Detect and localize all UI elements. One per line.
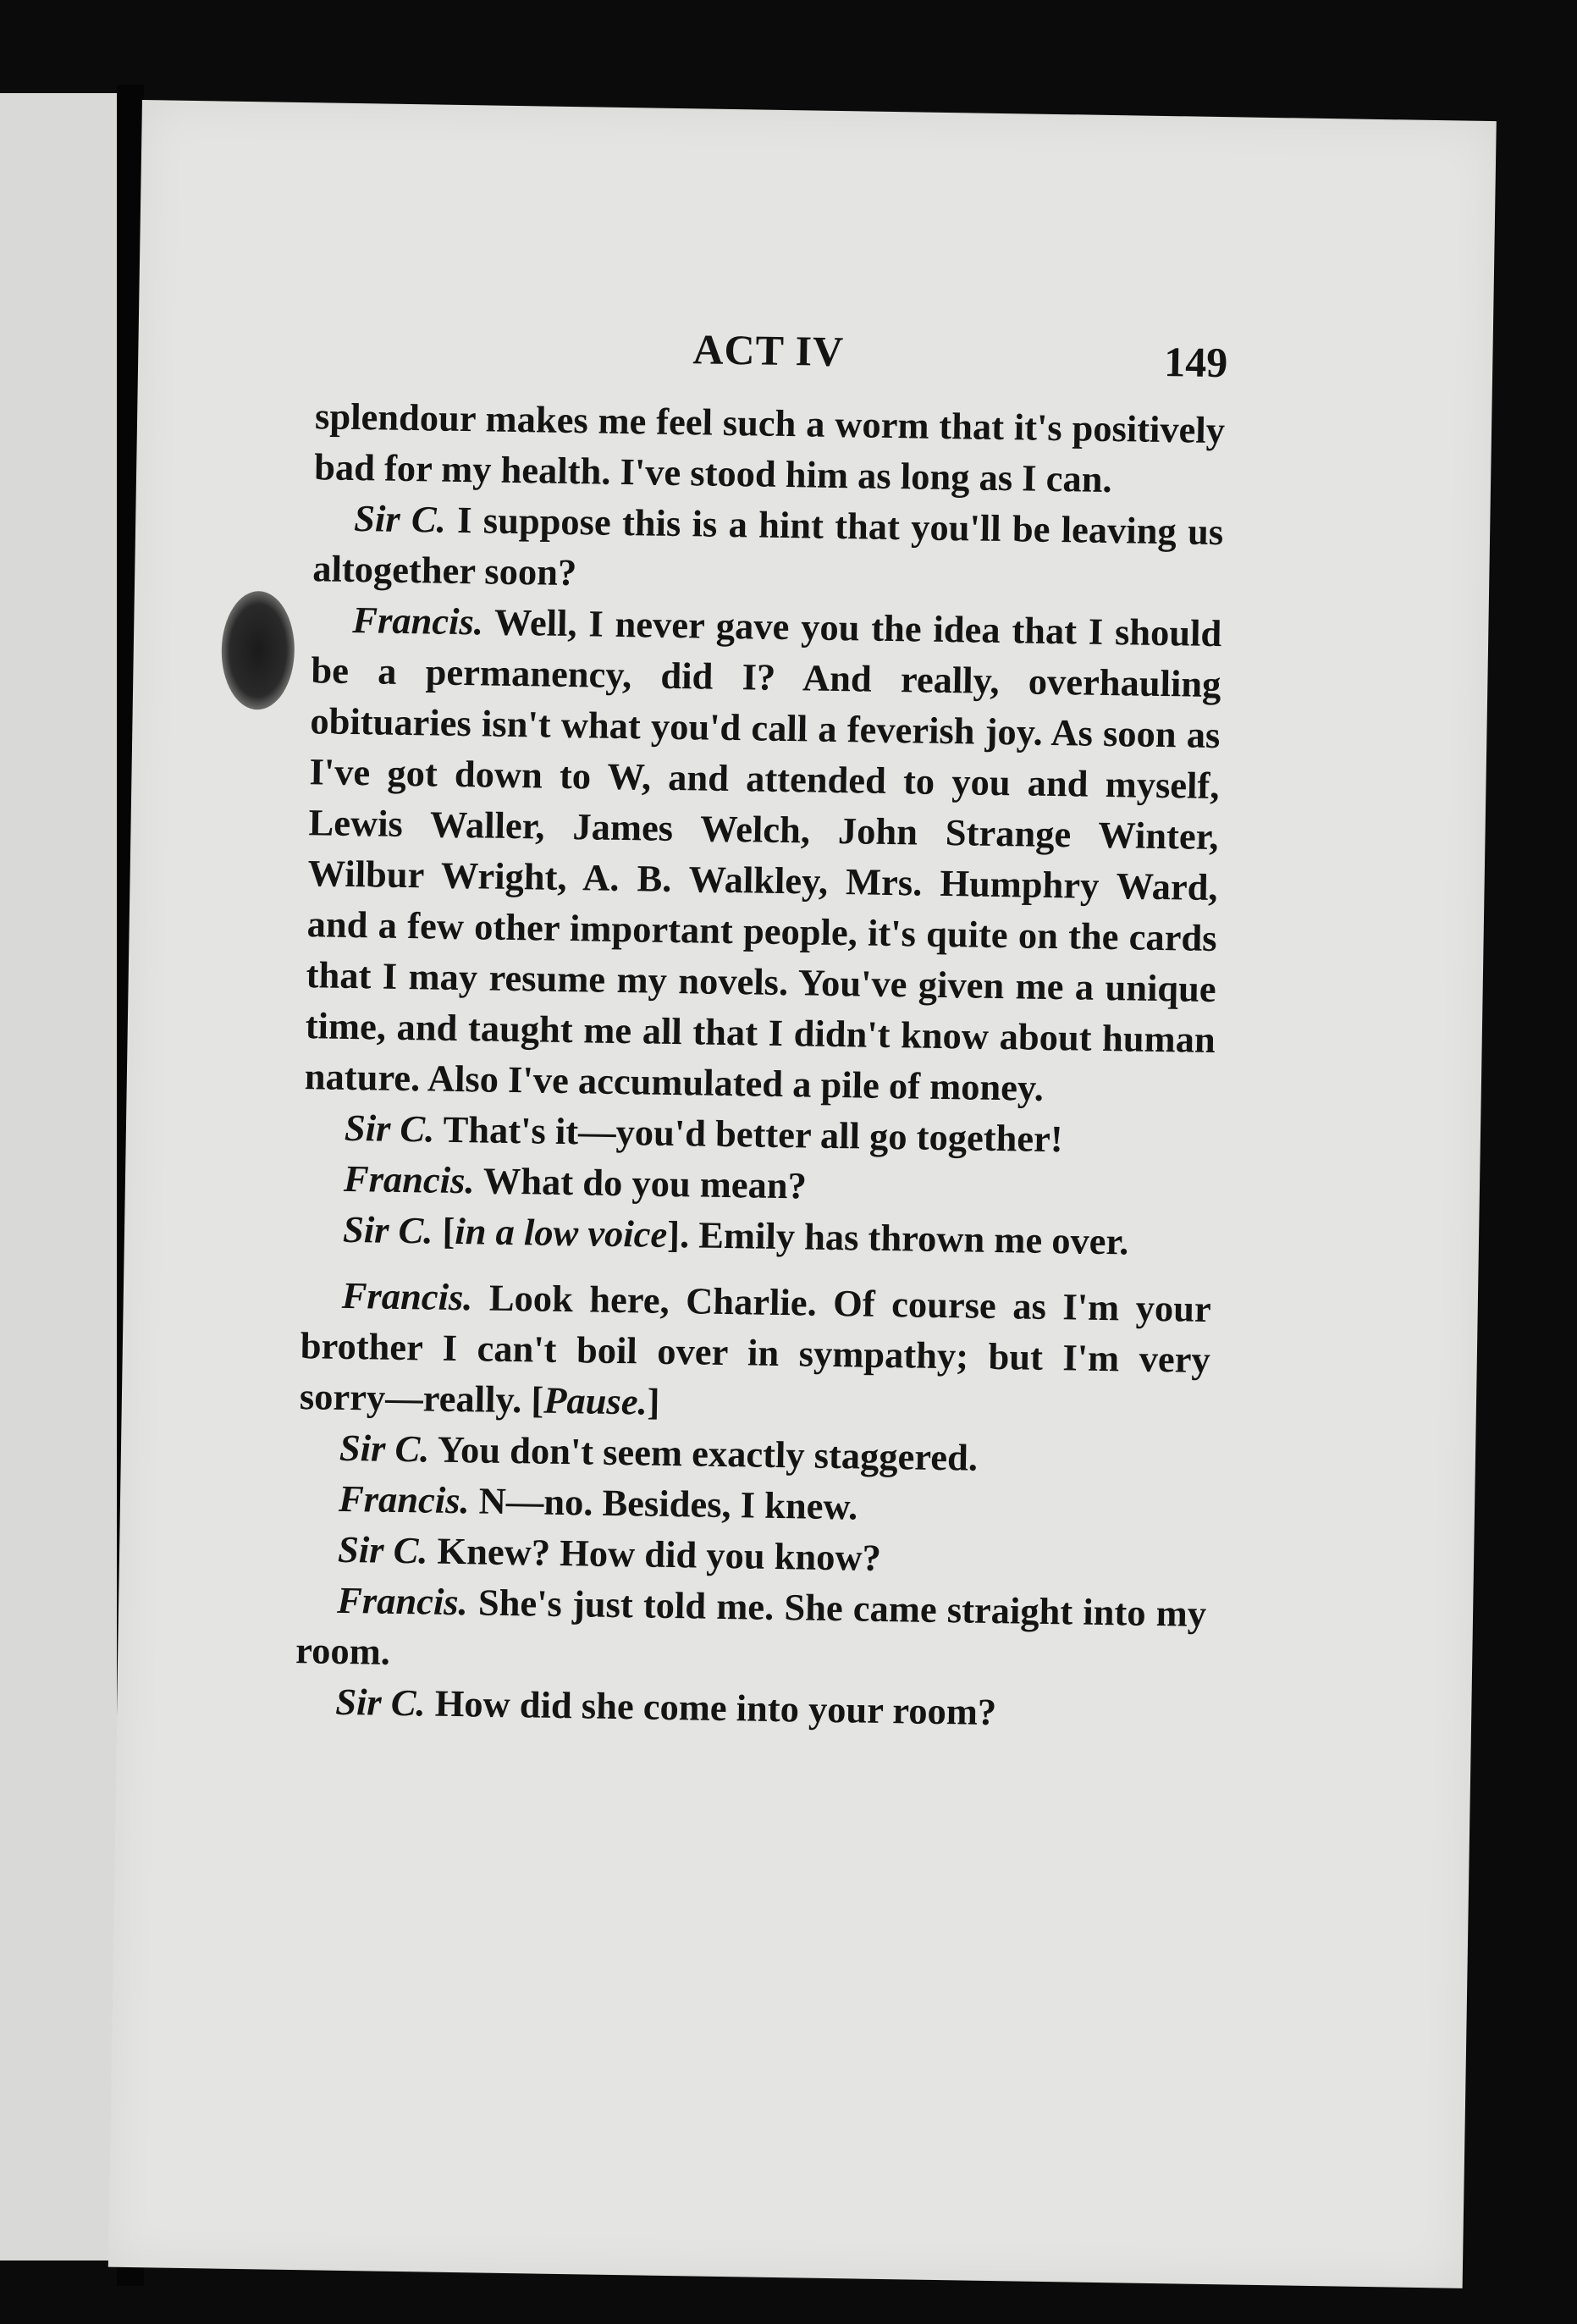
- speaker-name: Francis.: [343, 1156, 475, 1202]
- stage-direction-open: [: [442, 1209, 455, 1252]
- paragraph-text: I suppose this is a hint that you'll be leaving us altogether soon?: [312, 498, 1224, 594]
- paragraph-text: How did she come into your room?: [434, 1681, 997, 1734]
- stage-direction: Pause.: [543, 1378, 648, 1423]
- page-sheet: [108, 100, 1497, 2288]
- paragraph: [304, 593, 1221, 1116]
- paragraph-text: splendour makes me feel such a worm that it's positively bad for my health. I've stood him as long as I can.: [313, 395, 1226, 501]
- speaker-name: Sir C.: [353, 496, 447, 541]
- facing-page-edge: [0, 93, 117, 2261]
- speaker-name: Francis.: [341, 1273, 473, 1319]
- page-header: [138, 316, 1493, 396]
- speaker-name: Sir C.: [339, 1426, 430, 1471]
- speaker-name: Sir C.: [344, 1106, 435, 1151]
- page-number: 149: [1163, 338, 1228, 387]
- paragraph-text: Knew? How did you know?: [437, 1529, 882, 1579]
- paragraph-text: . Emily has thrown me over.: [679, 1213, 1129, 1263]
- stage-direction-close: ]: [647, 1380, 660, 1423]
- body-text: [295, 390, 1226, 1741]
- speaker-name: Sir C.: [334, 1680, 427, 1725]
- stage-direction-open: [: [531, 1378, 544, 1421]
- running-head: ACT IV: [692, 325, 845, 376]
- stage-direction-close: ]: [666, 1212, 681, 1256]
- paragraph-text: You don't seem exactly staggered.: [437, 1427, 979, 1479]
- paragraph-text: What do you mean?: [482, 1159, 808, 1207]
- speaker-name: Sir C.: [337, 1527, 428, 1572]
- ink-smudge: [221, 591, 295, 710]
- paragraph-text: N—no. Besides, I knew.: [478, 1479, 858, 1528]
- speaker-name: Francis.: [351, 598, 484, 643]
- paragraph-text: Look here, Charlie. Of course as I'm your brother I can't boil over in sympathy; but I'm very sorry—really.: [299, 1276, 1212, 1421]
- speaker-name: Sir C.: [342, 1207, 433, 1252]
- speaker-name: Francis.: [336, 1578, 469, 1624]
- paragraph-text: She's just told me. She came straight into my room.: [295, 1581, 1207, 1673]
- paragraph: [300, 1269, 1212, 1436]
- paragraph: [312, 492, 1224, 608]
- paragraph-text: Well, I never gave you the idea that I should be a permanency, did I? And really, overhauling obituaries isn't what you'd call a feverish joy. As soon as I've got down to W, and attended to you and myself, Lewis Waller, James Welch, John Strange Winter, Wilbur Wright, A. B. Walkley, Mrs. Humphry Ward, and a few other important people, it's quite on the cards that I may resume my novels. You've given me a unique time, and taught me all that I didn't know about human nature. Also I've accumulated a pile of money.: [304, 600, 1222, 1109]
- speaker-name: Francis.: [338, 1477, 471, 1522]
- paragraph: [295, 1574, 1207, 1690]
- stage-direction: in a low voice: [454, 1209, 668, 1256]
- paragraph: [314, 390, 1226, 506]
- paragraph-text: That's it—you'd better all go together!: [443, 1107, 1064, 1161]
